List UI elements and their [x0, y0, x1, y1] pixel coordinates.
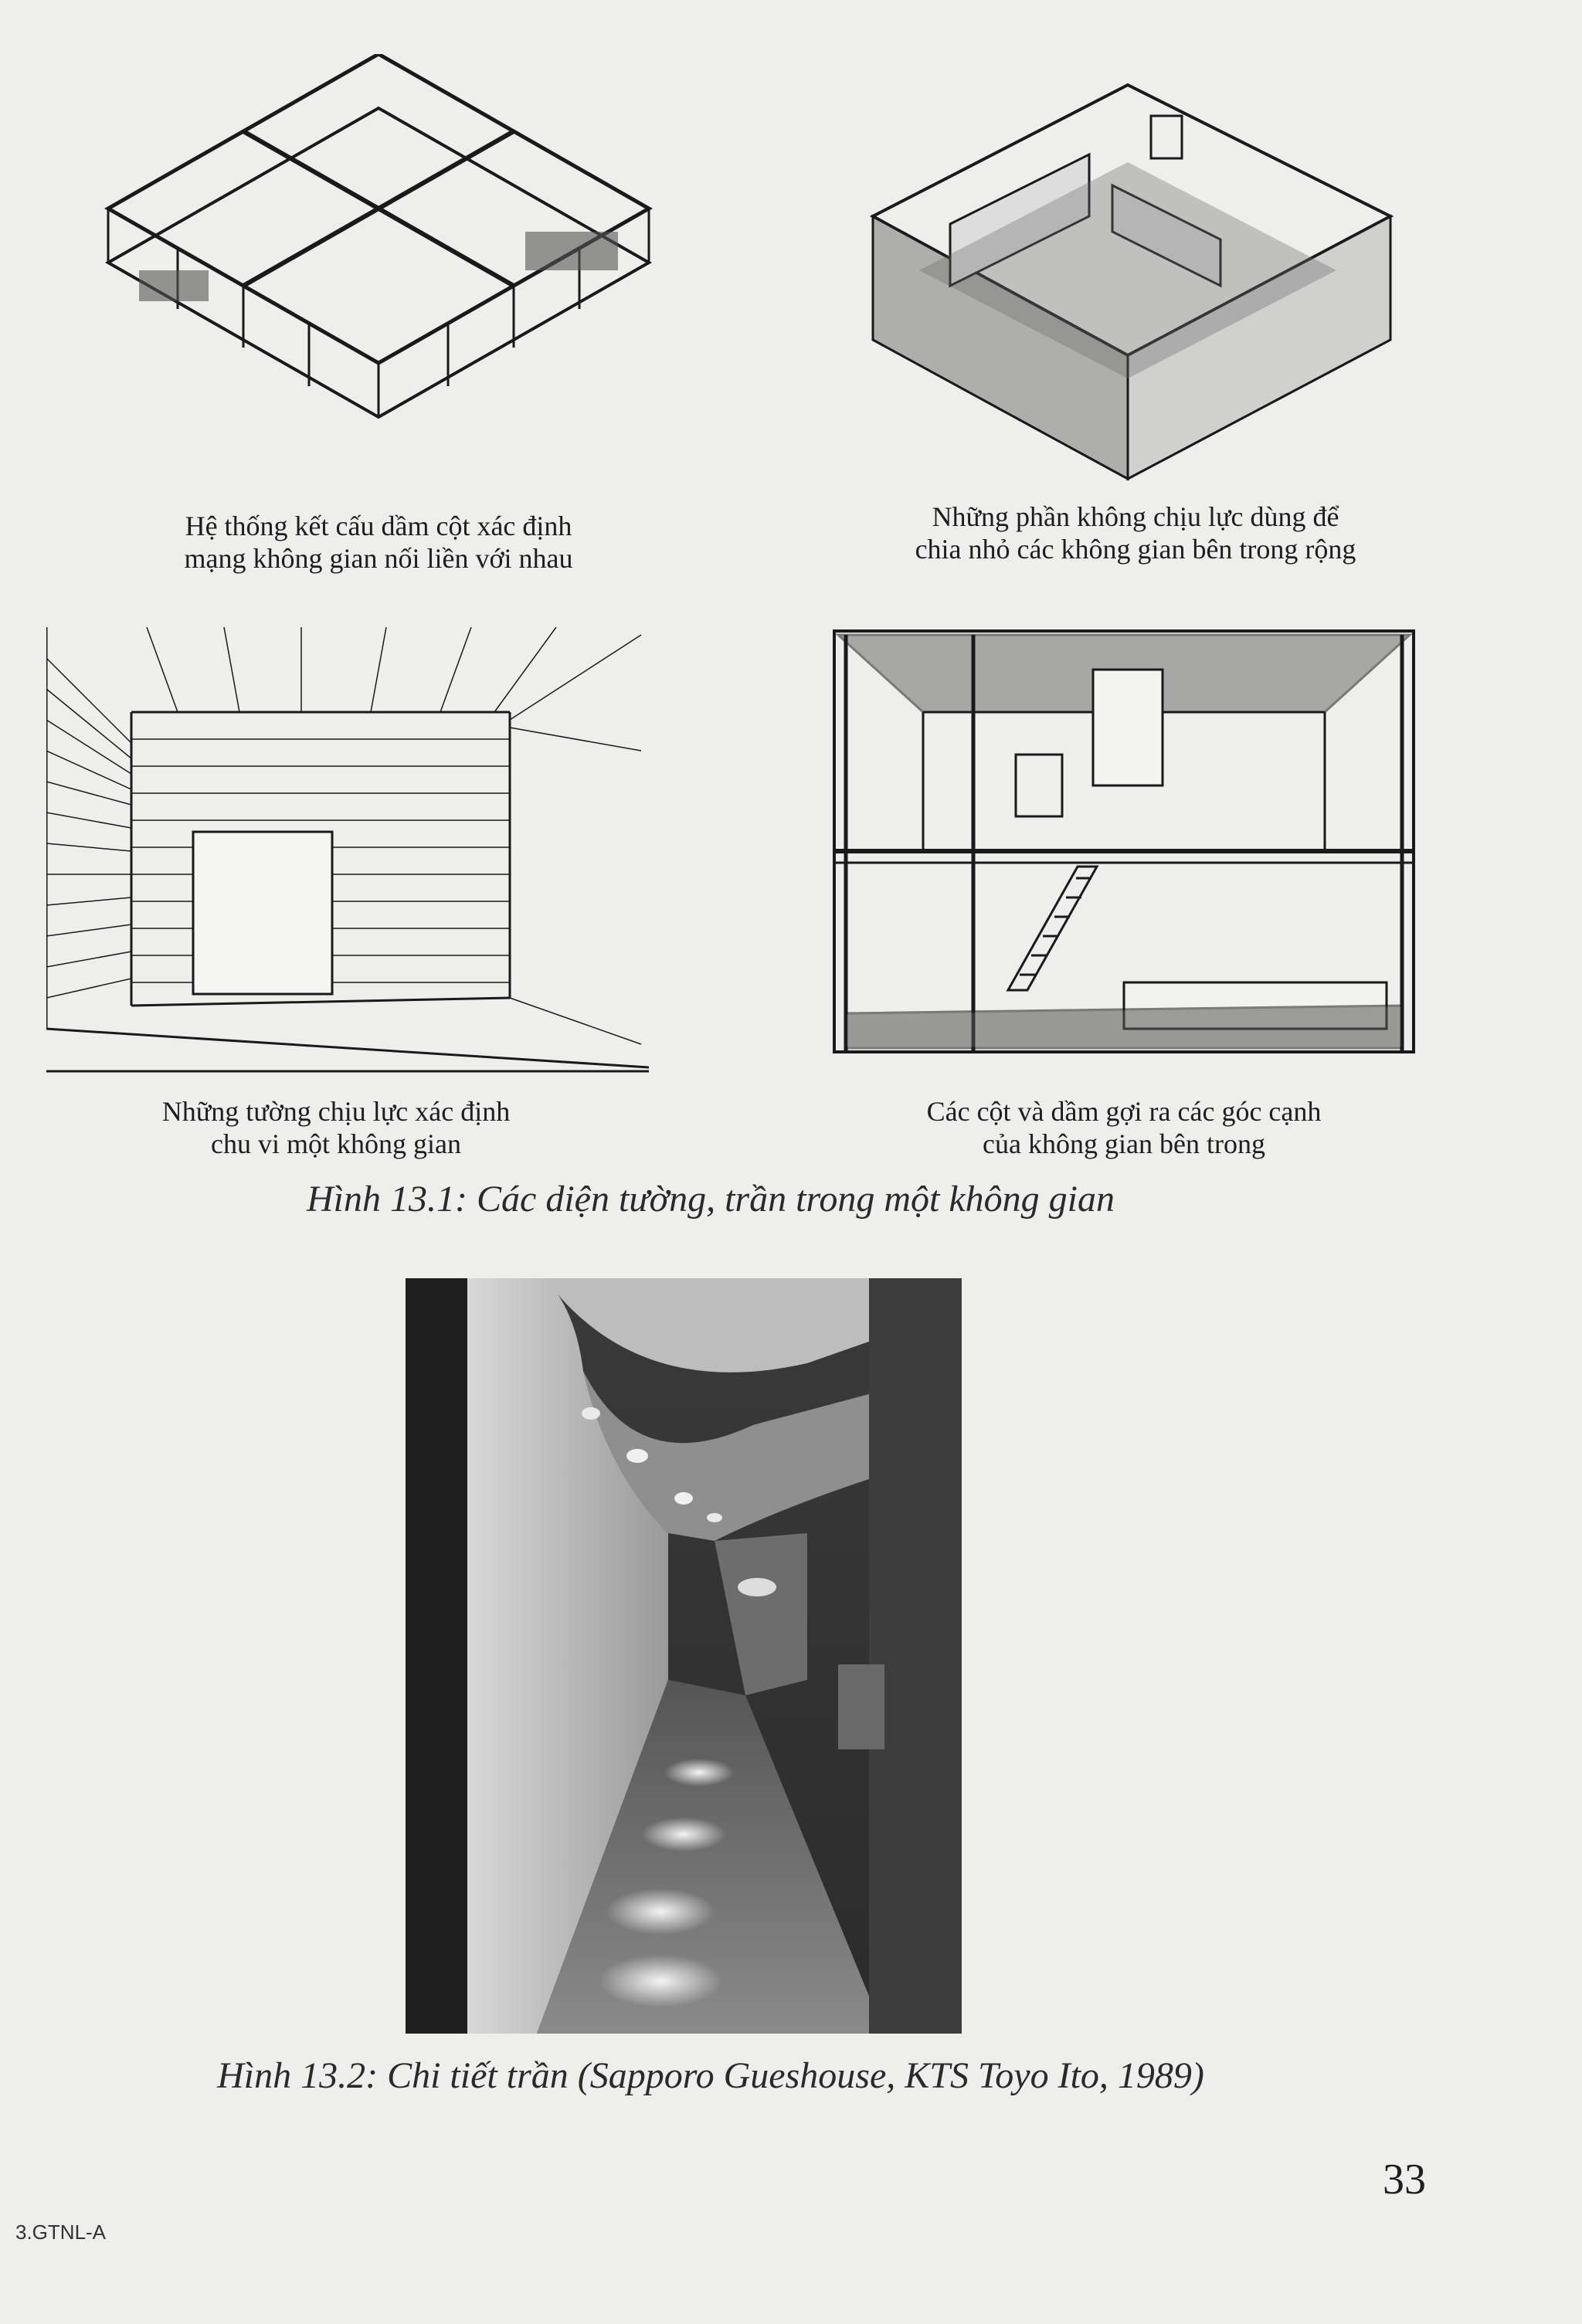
non-load-bearing-partitions-illustration	[857, 70, 1398, 487]
beam-column-frame-illustration	[93, 54, 664, 487]
figure-13-2-title: Hình 13.2: Chi tiết trần (Sapporo Gueshouse, KTS Toyo Ito, 1989)	[217, 2055, 1204, 2096]
caption-line: mạng không gian nối liền với nhau	[184, 543, 573, 574]
footer-code: 3.GTNL-A	[15, 2221, 107, 2244]
caption-top-right	[857, 500, 1414, 565]
caption-line: Những tường chịu lực xác định	[161, 1096, 511, 1127]
columns-and-beams-illustration	[830, 627, 1417, 1060]
caption-line: chia nhỏ các không gian bên trong rộng	[915, 534, 1356, 565]
caption-line: Các cột và dầm gợi ra các góc cạnh	[926, 1096, 1322, 1127]
page-number: 33	[1383, 2156, 1426, 2204]
figure-13-1-title: Hình 13.1: Các diện tường, trần trong một không gian	[307, 1179, 1115, 1220]
caption-line: chu vi một không gian	[211, 1128, 461, 1159]
caption-bottom-right	[830, 1095, 1417, 1160]
caption-bottom-left	[62, 1095, 610, 1160]
caption-line: Hệ thống kết cấu dầm cột xác định	[185, 511, 572, 541]
caption-line: của không gian bên trong	[983, 1128, 1265, 1159]
corridor-ceiling-photo	[406, 1278, 962, 2034]
caption-line: Những phần không chịu lực dùng để	[932, 501, 1339, 532]
load-bearing-wall-illustration	[46, 627, 649, 1075]
caption-top-left	[93, 510, 664, 575]
